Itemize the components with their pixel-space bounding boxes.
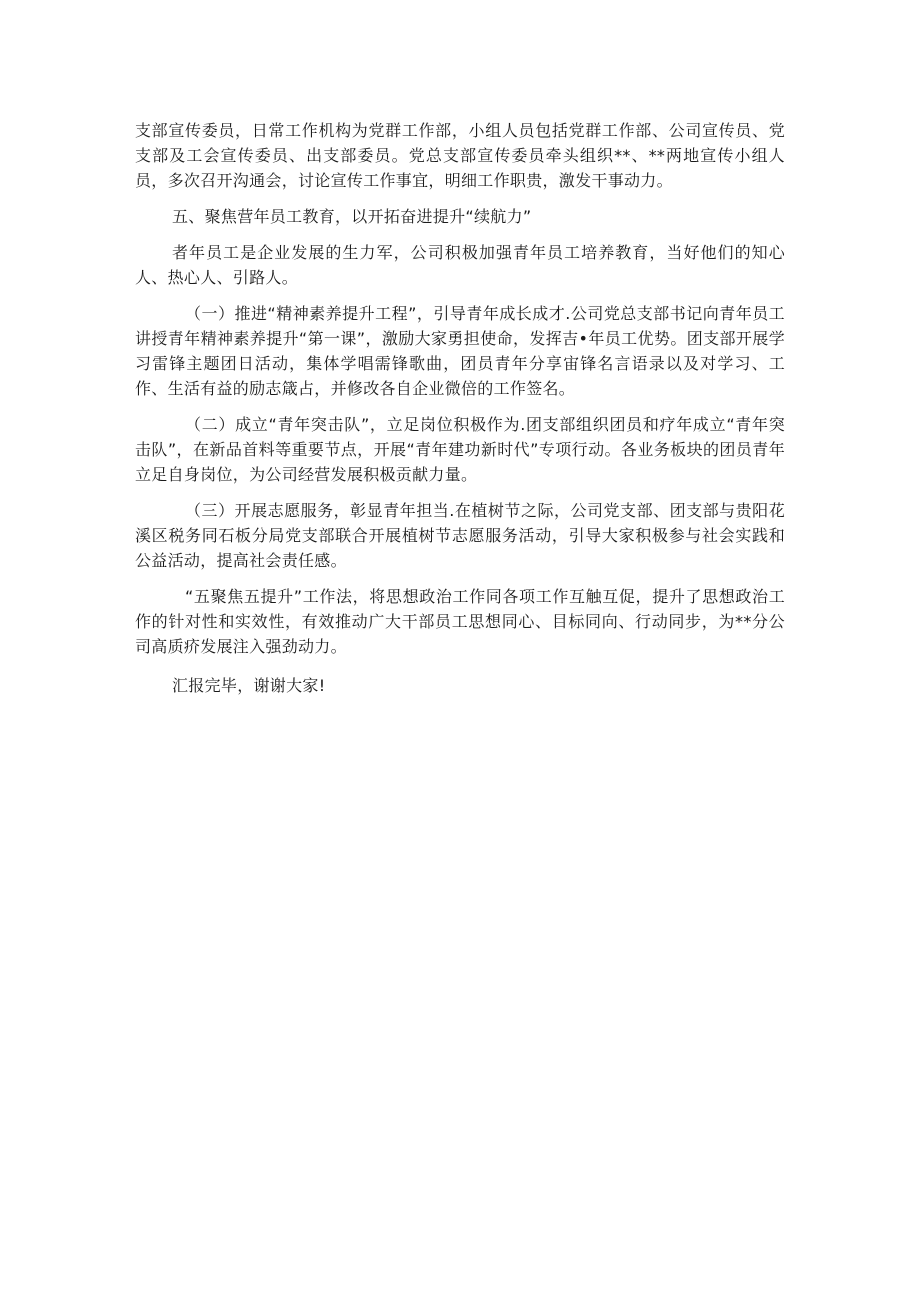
paragraph-summary: “五聚焦五提升”工作法，将思想政治工作同各项工作互触互促，提升了思想政治工作的针对性和实效性，有效推动广大干部员工思想同心、目标同向、行动同步，为**分公司高质疥发展注入强劲动力。 [135, 587, 785, 656]
document-body [135, 118, 785, 709]
paragraph-propaganda-team: 支部宣传委员，日常工作机构为党群工作部，小组人员包括党群工作部、公司宣传员、党支部及工会宣传委员、出支部委员。党总支部宣传委员牵头组织**、**两地宣传小组人员，多次召开沟通会，讨论宣传工作事宜，明细工作职贵，激发干事动力。 [135, 121, 785, 190]
paragraph-youth-intro: 者年员工是企业发展的生力军，公司积极加强青年员工培养教育，当好他们的知心人、热心人、引路人。 [135, 243, 785, 287]
paragraph-closing: 汇报完毕，谢谢大家! [172, 676, 326, 695]
paragraph-item-one: （一）推进“精神素养提升工程”，引导青年成长成才.公司党总支部书记向青年员工讲授青年精神素养提升“第一课”，激励大家勇担使命，发挥吉•年员工优势。团支部开展学习雷锋主题团日活动，集体学唱需锋歌曲，团员青年分享宙锋名言语录以及对学习、工作、生活有益的励志箴占，并修改各自企业微倍的工作签名。 [135, 304, 785, 398]
paragraph-item-two: （二）成立“青年突击队”，立足岗位积极作为.团支部组织团员和疗年成立“青年突击队”，在新品首料等重要节点，开展“青年建功新时代”专项行动。各业务板块的团员青年立足自身岗位，为公司经营发展积极贡献力量。 [135, 415, 785, 484]
section-heading-five: 五、聚焦营年员工教育，以开拓奋进提升“续航力” [172, 207, 532, 226]
paragraph-item-three: （三）开展志愿服务，彰显青年担当.在植树节之际，公司党支部、团支部与贵阳花溪区税务同石板分局党支部联合开展植树节志愿服务活动，引导大家积极参与社会实践和公益活动，提高社会责任感。 [135, 501, 785, 570]
